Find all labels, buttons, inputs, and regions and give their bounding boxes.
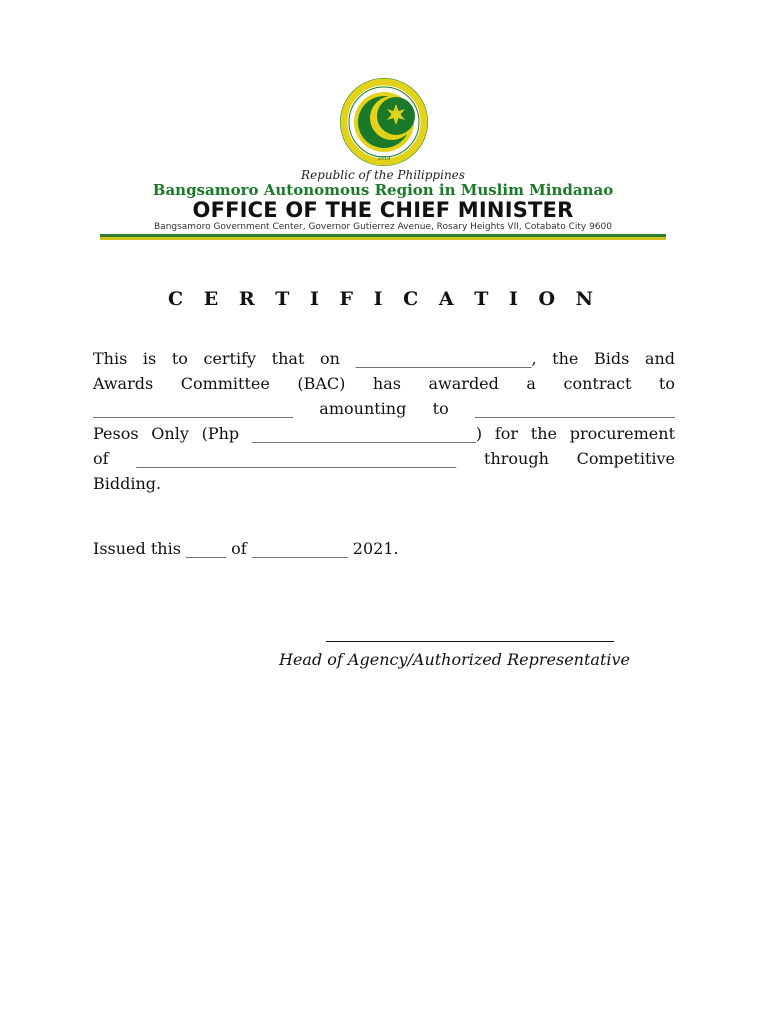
letterhead — [100, 78, 666, 242]
body-line: of ________________________________________ through Competitive — [93, 449, 675, 468]
body-line: Awards Committee (BAC) has awarded a contract to — [93, 374, 675, 393]
certification-body — [93, 346, 675, 496]
signature-line — [326, 641, 614, 642]
body-line: Pesos Only (Php ____________________________) for the procurement — [93, 424, 675, 443]
body-line: This is to certify that on ______________________, the Bids and — [93, 349, 675, 368]
office-address: Bangsamoro Government Center, Governor Gutierrez Avenue, Rosary Heights VII, Cotabato City 9600 — [154, 222, 612, 232]
letterhead-rule-yellow — [100, 237, 666, 240]
signatory-title: Head of Agency/Authorized Representative — [279, 650, 630, 669]
document-title: C E R T I F I C A T I O N — [168, 288, 600, 310]
issued-date-line: Issued this _____ of ____________ 2021. — [93, 539, 399, 558]
region-heading: Bangsamoro Autonomous Region in Muslim Mindanao — [152, 181, 614, 199]
republic-heading: Republic of the Philippines — [301, 168, 465, 182]
bangsamoro-seal-logo — [336, 78, 432, 166]
body-line: Bidding. — [93, 474, 162, 493]
body-line: _________________________ amounting to _________________________ — [93, 399, 675, 418]
svg-text:2019: 2019 — [377, 156, 391, 162]
office-heading: OFFICE OF THE CHIEF MINISTER — [192, 198, 574, 222]
